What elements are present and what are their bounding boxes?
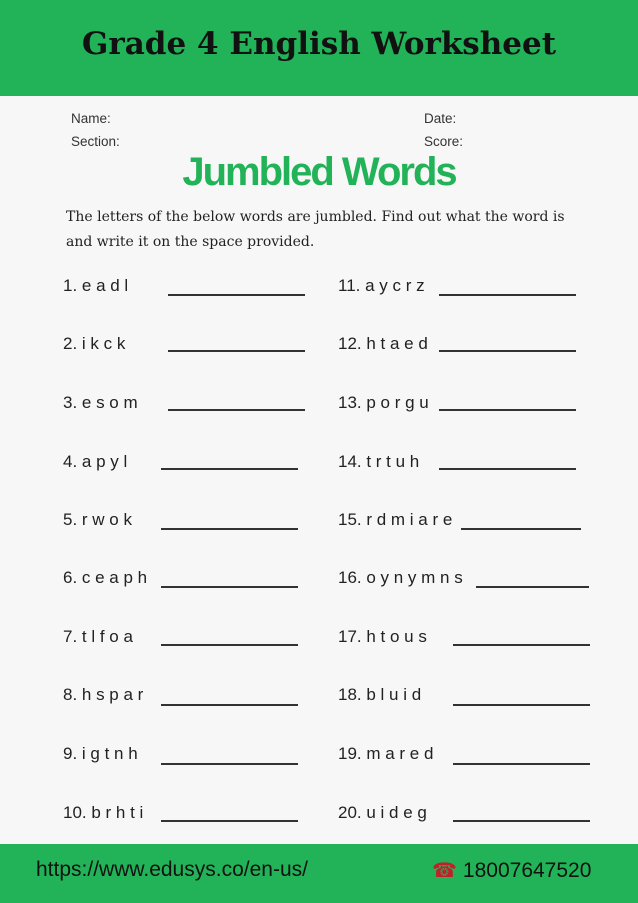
answer-line-3[interactable] — [168, 409, 305, 411]
word-item-7: 7. t l f o a — [63, 627, 133, 646]
word-item-9: 9. i g t n h — [63, 744, 138, 763]
date-label: Date: — [424, 111, 457, 126]
word-item-3: 3. e s o m — [63, 393, 138, 412]
word-item-14: 14. t r t u h — [338, 452, 420, 471]
answer-line-6[interactable] — [161, 586, 298, 588]
name-label: Name: — [71, 111, 111, 126]
word-item-11: 11. a y c r z — [338, 276, 425, 295]
word-item-18: 18. b l u i d — [338, 685, 422, 704]
answer-line-20[interactable] — [453, 820, 590, 822]
phone-number[interactable]: 18007647520 — [462, 859, 592, 882]
answer-line-10[interactable] — [161, 820, 298, 822]
telephone-icon: ☎ — [432, 860, 457, 882]
section-label: Section: — [71, 134, 120, 149]
answer-line-11[interactable] — [439, 294, 576, 296]
answer-line-5[interactable] — [161, 528, 298, 530]
footer-url-link[interactable]: https://www.edusys.co/en-us/ — [36, 858, 308, 881]
page-title: Grade 4 English Worksheet — [81, 26, 557, 62]
word-item-4: 4. a p y l — [63, 452, 128, 471]
answer-line-4[interactable] — [161, 468, 298, 470]
answer-line-2[interactable] — [168, 350, 305, 352]
word-item-1: 1. e a d l — [63, 276, 129, 295]
word-item-10: 10. b r h t i — [63, 803, 144, 822]
answer-line-14[interactable] — [439, 468, 576, 470]
word-item-5: 5. r w o k — [63, 510, 132, 529]
word-item-8: 8. h s p a r — [63, 685, 144, 704]
answer-line-1[interactable] — [168, 294, 305, 296]
answer-line-15[interactable] — [461, 528, 581, 530]
word-item-2: 2. i k c k — [63, 334, 126, 353]
word-item-13: 13. p o r g u — [338, 393, 429, 412]
answer-line-9[interactable] — [161, 763, 298, 765]
score-label: Score: — [424, 134, 464, 149]
answer-line-16[interactable] — [476, 586, 589, 588]
answer-line-13[interactable] — [439, 409, 576, 411]
instructions-text: The letters of the below words are jumbled. Find out what the word is and write it on the space provided. — [66, 209, 565, 250]
word-item-20: 20. u i d e g — [338, 803, 427, 822]
word-item-6: 6. c e a p h — [63, 568, 148, 587]
answer-line-7[interactable] — [161, 644, 298, 646]
answer-line-18[interactable] — [453, 704, 590, 706]
footer-phone — [432, 858, 591, 883]
word-item-19: 19. m a r e d — [338, 744, 434, 763]
word-item-12: 12. h t a e d — [338, 334, 428, 353]
answer-line-19[interactable] — [453, 763, 590, 765]
answer-line-12[interactable] — [439, 350, 576, 352]
word-item-17: 17. h t o u s — [338, 627, 427, 646]
answer-line-8[interactable] — [161, 704, 298, 706]
answer-line-17[interactable] — [453, 644, 590, 646]
worksheet-title: Jumbled Words — [182, 150, 456, 194]
word-item-15: 15. r d m i a r e — [338, 510, 453, 529]
word-item-16: 16. o y n y m n s — [338, 568, 463, 587]
